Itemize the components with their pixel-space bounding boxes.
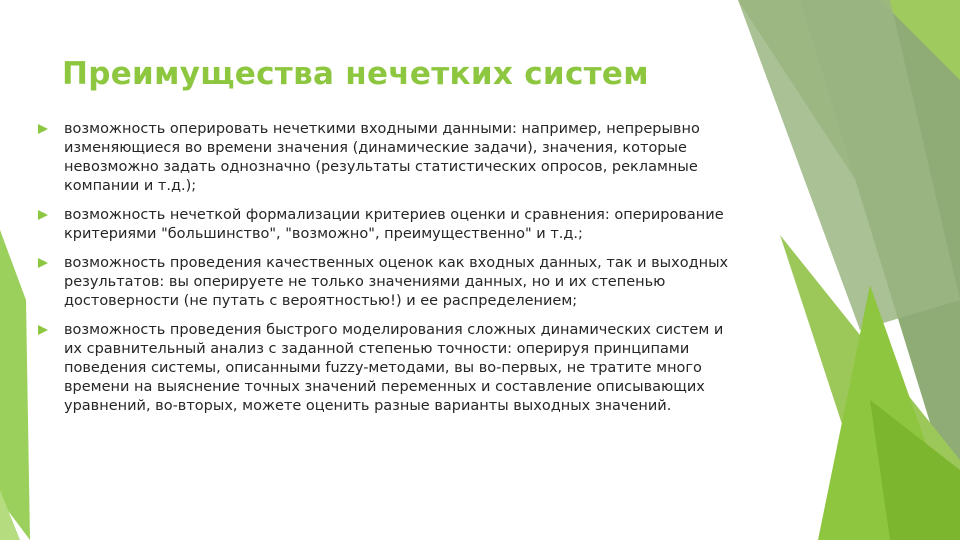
triangle-bullet-icon — [38, 258, 48, 268]
slide-title: Преимущества нечетких систем — [62, 56, 649, 92]
triangle-bullet-icon — [38, 210, 48, 220]
bullet-text: возможность нечеткой формализации критериев оценки и сравнения: оперирование критериями "большинство", "возможно", преимущественно" и т.д.; — [64, 207, 724, 242]
bullet-item — [38, 321, 738, 416]
bullet-item — [38, 206, 738, 244]
bullet-list — [38, 120, 738, 426]
deco-triangle-left — [0, 230, 30, 540]
bullet-item — [38, 254, 738, 311]
bullet-item — [38, 120, 738, 196]
bullet-text: возможность проведения быстрого моделирования сложных динамических систем и их сравнительный анализ с заданной степенью точности: оперируя принципами поведения системы, описанными fuzzy-методами, вы во-первых, не тратите много времени на выяснение точных значений переменных и составление описывающих уравнений, во-вторых, можете оценить разные варианты выходных значений. — [64, 322, 724, 414]
triangle-bullet-icon — [38, 124, 48, 134]
bullet-text: возможность проведения качественных оценок как входных данных, так и выходных результатов: вы оперируете не только значениями данных, но и их степенью достоверности (не путать с вероятностью!) и ее распределением; — [64, 255, 729, 309]
triangle-bullet-icon — [38, 325, 48, 335]
bullet-text: возможность оперировать нечеткими входными данными: например, непрерывно изменяющиеся во времени значения (динамические задачи), значения, которые невозможно задать однозначно (результаты статистических опросов, рекламные компании и т.д.); — [64, 121, 700, 194]
